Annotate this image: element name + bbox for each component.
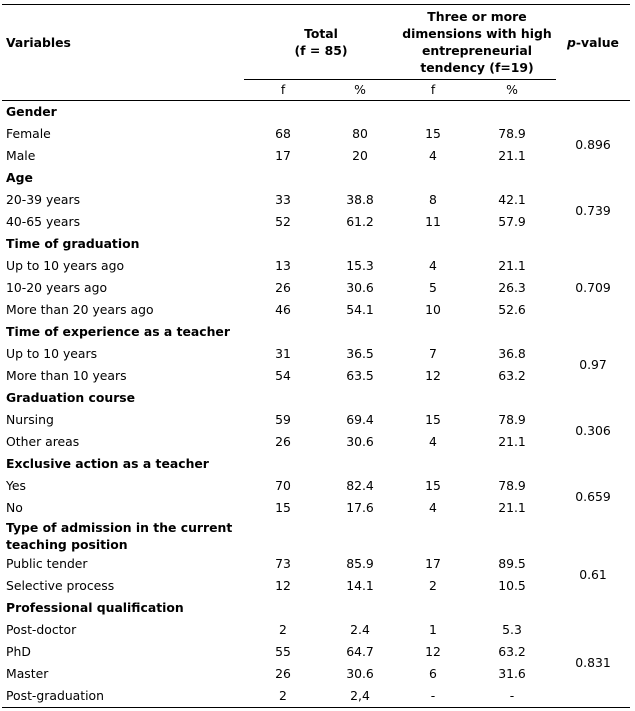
data-table bbox=[2, 4, 630, 708]
section-title: Gender bbox=[6, 104, 57, 119]
row-label: Post-graduation bbox=[2, 685, 244, 708]
total-pct-cell: 82.4 bbox=[346, 478, 374, 493]
total-f-cell: 13 bbox=[275, 258, 291, 273]
total-pct-cell: 69.4 bbox=[346, 412, 374, 427]
table-row bbox=[2, 641, 630, 663]
total-pct-cell: 14.1 bbox=[346, 578, 374, 593]
table-row bbox=[2, 575, 630, 597]
high-f-cell: 4 bbox=[429, 148, 437, 163]
table-row bbox=[2, 497, 630, 519]
high-f-cell: 15 bbox=[425, 478, 441, 493]
high-f-cell: 12 bbox=[425, 644, 441, 659]
total-f-cell: 70 bbox=[275, 478, 291, 493]
total-f-cell: 2 bbox=[279, 622, 287, 637]
row-label: Post-doctor bbox=[6, 622, 77, 637]
section-title: Graduation course bbox=[6, 390, 136, 405]
section-title: Age bbox=[6, 170, 33, 185]
high-pct-cell: 78.9 bbox=[498, 126, 526, 141]
total-pct-cell: 15.3 bbox=[346, 258, 374, 273]
three-header-line2: dimensions with high bbox=[402, 25, 552, 41]
high-f-cell: 15 bbox=[425, 412, 441, 427]
subheader-f1: f bbox=[244, 79, 322, 100]
high-pct-cell: 78.9 bbox=[498, 412, 526, 427]
p-value-header bbox=[556, 5, 630, 80]
p-value-cell: 0.306 bbox=[575, 423, 611, 438]
total-f-cell: 17 bbox=[275, 148, 291, 163]
high-f-cell: 6 bbox=[429, 666, 437, 681]
table-row bbox=[2, 145, 630, 167]
total-f-cell: 52 bbox=[275, 214, 291, 229]
high-pct-cell: 21.1 bbox=[498, 434, 526, 449]
header-row bbox=[2, 5, 630, 80]
section-row bbox=[2, 387, 630, 409]
p-value-cell: 0.739 bbox=[575, 203, 611, 218]
row-label: Nursing bbox=[6, 412, 54, 427]
table-row bbox=[2, 123, 630, 145]
total-f-cell: 68 bbox=[275, 126, 291, 141]
total-f-cell: 33 bbox=[275, 192, 291, 207]
p-value-cell: 0.709 bbox=[575, 280, 611, 295]
high-pct-cell: 42.1 bbox=[498, 192, 526, 207]
subheader-blank-p bbox=[556, 79, 630, 100]
section-title: Time of experience as a teacher bbox=[6, 324, 230, 339]
table-row bbox=[2, 343, 630, 365]
high-f-cell: 4 bbox=[429, 258, 437, 273]
section-row bbox=[2, 167, 630, 189]
three-header-line3: entrepreneurial bbox=[421, 42, 533, 58]
table-row bbox=[2, 619, 630, 641]
p-value-cell: 0.97 bbox=[579, 357, 607, 372]
table-row bbox=[2, 475, 630, 497]
high-f-cell: 12 bbox=[425, 368, 441, 383]
subheader-pct1: % bbox=[322, 79, 398, 100]
total-f-cell: 26 bbox=[275, 666, 291, 681]
row-label: Selective process bbox=[6, 578, 115, 593]
subheader-row bbox=[2, 79, 630, 100]
p-value-cell: 0.896 bbox=[575, 137, 611, 152]
section-row bbox=[2, 321, 630, 343]
section-title: Type of admission in the current teaching position bbox=[6, 519, 233, 552]
high-pct-cell: 63.2 bbox=[498, 644, 526, 659]
high-f-cell: 11 bbox=[425, 214, 441, 229]
high-f-cell: 8 bbox=[429, 192, 437, 207]
high-pct-cell: 63.2 bbox=[498, 368, 526, 383]
table-row bbox=[2, 189, 630, 211]
p-rest: -value bbox=[575, 34, 619, 50]
total-pct-cell: 2,4 bbox=[322, 685, 398, 708]
row-label: More than 20 years ago bbox=[6, 302, 154, 317]
section-row bbox=[2, 597, 630, 619]
high-pct-cell: 57.9 bbox=[498, 214, 526, 229]
p-value-cell: 0.61 bbox=[579, 567, 607, 582]
row-label: 20-39 years bbox=[6, 192, 81, 207]
table-row bbox=[2, 277, 630, 299]
high-pct-cell: 78.9 bbox=[498, 478, 526, 493]
section-title: Exclusive action as a teacher bbox=[6, 456, 209, 471]
total-pct-cell: 80 bbox=[352, 126, 368, 141]
total-f-cell: 59 bbox=[275, 412, 291, 427]
section-title: Time of graduation bbox=[6, 236, 140, 251]
table-row bbox=[2, 255, 630, 277]
total-f-cell: 31 bbox=[275, 346, 291, 361]
high-pct-cell: 89.5 bbox=[498, 556, 526, 571]
high-f-cell: 15 bbox=[425, 126, 441, 141]
row-label: Other areas bbox=[6, 434, 80, 449]
section-row bbox=[2, 453, 630, 475]
total-f-cell: 26 bbox=[275, 280, 291, 295]
high-pct-cell: 21.1 bbox=[498, 148, 526, 163]
row-label: Up to 10 years ago bbox=[6, 258, 125, 273]
table-row bbox=[2, 409, 630, 431]
high-pct-cell: 36.8 bbox=[498, 346, 526, 361]
high-f-cell: 4 bbox=[429, 500, 437, 515]
total-f-cell: 15 bbox=[275, 500, 291, 515]
high-f-cell: 10 bbox=[425, 302, 441, 317]
high-pct-cell: 52.6 bbox=[498, 302, 526, 317]
row-label: More than 10 years bbox=[6, 368, 127, 383]
total-f-cell: 2 bbox=[244, 685, 322, 708]
row-label: No bbox=[6, 500, 23, 515]
total-f-cell: 55 bbox=[275, 644, 291, 659]
total-pct-cell: 30.6 bbox=[346, 666, 374, 681]
subheader-f2: f bbox=[398, 79, 468, 100]
p-italic: p bbox=[567, 34, 576, 50]
total-pct-cell: 30.6 bbox=[346, 434, 374, 449]
total-pct-cell: 38.8 bbox=[346, 192, 374, 207]
total-f-cell: 54 bbox=[275, 368, 291, 383]
total-pct-cell: 54.1 bbox=[346, 302, 374, 317]
total-pct-cell: 36.5 bbox=[346, 346, 374, 361]
total-f-cell: 73 bbox=[275, 556, 291, 571]
total-pct-cell: 61.2 bbox=[346, 214, 374, 229]
three-dimensions-header bbox=[398, 5, 556, 80]
high-f-cell: 2 bbox=[429, 578, 437, 593]
total-f-cell: 46 bbox=[275, 302, 291, 317]
p-value-cell: 0.831 bbox=[556, 619, 630, 708]
high-pct-cell: 5.3 bbox=[502, 622, 522, 637]
row-label: 40-65 years bbox=[6, 214, 81, 229]
variables-header: Variables bbox=[2, 5, 244, 80]
table-body bbox=[2, 100, 630, 707]
total-pct-cell: 20 bbox=[352, 148, 368, 163]
row-label: Up to 10 years bbox=[6, 346, 98, 361]
p-value-cell: 0.659 bbox=[575, 489, 611, 504]
row-label: Male bbox=[6, 148, 36, 163]
subheader-blank bbox=[2, 79, 244, 100]
three-header-line4: tendency (f=19) bbox=[420, 59, 534, 75]
row-label: 10-20 years ago bbox=[6, 280, 108, 295]
subheader-pct2: % bbox=[468, 79, 556, 100]
table-row bbox=[2, 663, 630, 685]
row-label: Yes bbox=[6, 478, 27, 493]
total-f-cell: 12 bbox=[275, 578, 291, 593]
high-pct-cell: 21.1 bbox=[498, 258, 526, 273]
high-f-cell: 4 bbox=[429, 434, 437, 449]
table-row bbox=[2, 299, 630, 321]
row-label: Public tender bbox=[6, 556, 88, 571]
table-row bbox=[2, 211, 630, 233]
three-header-line1: Three or more bbox=[427, 8, 527, 24]
section-row bbox=[2, 233, 630, 255]
section-row bbox=[2, 100, 630, 123]
row-label: PhD bbox=[6, 644, 31, 659]
total-pct-cell: 64.7 bbox=[346, 644, 374, 659]
row-label: Master bbox=[6, 666, 49, 681]
table-row bbox=[2, 685, 630, 708]
high-f-cell: 1 bbox=[429, 622, 437, 637]
high-pct-cell: 10.5 bbox=[498, 578, 526, 593]
total-pct-cell: 85.9 bbox=[346, 556, 374, 571]
table-row bbox=[2, 431, 630, 453]
total-header bbox=[244, 5, 398, 80]
high-pct-cell: 31.6 bbox=[498, 666, 526, 681]
total-pct-cell: 63.5 bbox=[346, 368, 374, 383]
high-pct-cell: 26.3 bbox=[498, 280, 526, 295]
high-pct-cell: - bbox=[468, 685, 556, 708]
high-f-cell: 5 bbox=[429, 280, 437, 295]
high-f-cell: - bbox=[398, 685, 468, 708]
row-label: Female bbox=[6, 126, 51, 141]
total-f-cell: 26 bbox=[275, 434, 291, 449]
total-pct-cell: 2.4 bbox=[350, 622, 370, 637]
high-f-cell: 7 bbox=[429, 346, 437, 361]
table-row bbox=[2, 553, 630, 575]
high-pct-cell: 21.1 bbox=[498, 500, 526, 515]
total-pct-cell: 17.6 bbox=[346, 500, 374, 515]
total-pct-cell: 30.6 bbox=[346, 280, 374, 295]
table-row bbox=[2, 365, 630, 387]
total-header-line1: Total bbox=[304, 25, 338, 41]
section-row bbox=[2, 519, 630, 553]
section-title: Professional qualification bbox=[6, 600, 184, 615]
high-f-cell: 17 bbox=[425, 556, 441, 571]
total-header-line2: (f = 85) bbox=[294, 42, 348, 58]
